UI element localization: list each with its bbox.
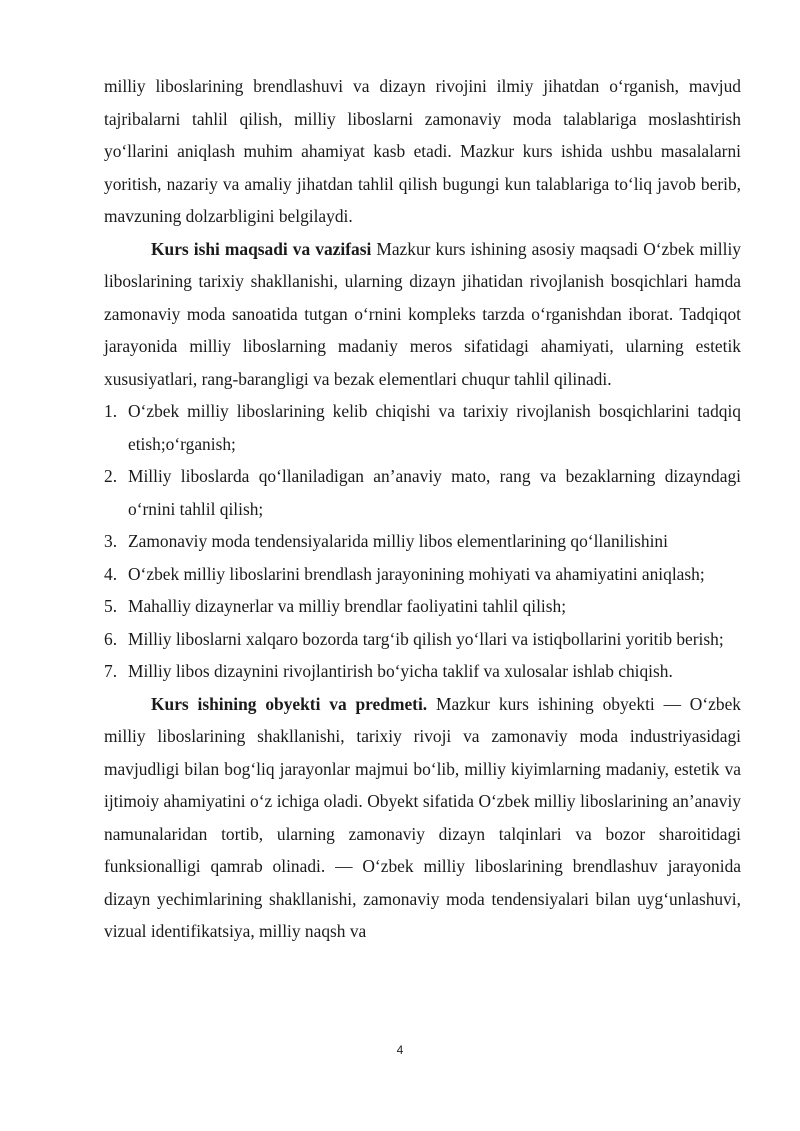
page-body [104, 70, 741, 948]
list-item-text: Mahalliy dizaynerlar va milliy brendlar faoliyatini tahlil qilish; [128, 596, 567, 616]
list-item [104, 395, 741, 460]
list-item-text: Zamonaviy moda tendensiyalarida milliy libos elementlarining qo‘llanilishini [128, 531, 668, 551]
list-item-text: Milliy liboslarni xalqaro bozorda targ‘ib qilish yo‘llari va istiqbollarini yoritib berish; [128, 628, 724, 649]
goals-heading: Kurs ishi maqsadi va vazifasi [151, 238, 372, 259]
list-item-text: O‘zbek milliy liboslarining kelib chiqishi va tarixiy rivojlanish bosqichlarini tadqiq etish;o‘rganish; [128, 401, 741, 454]
list-item [104, 525, 741, 558]
intro-paragraph: milliy liboslarining brendlashuvi va dizayn rivojini ilmiy jihatdan o‘rganish, mavjud tajribalarni tahlil qilish, milliy liboslarni zamonaviy moda talablariga moslashtirish yo‘llarini aniqlash muhim ahamiyat kasb etadi. Mazkur kurs ishida ushbu masalalarni yoritish, nazariy va amaliy jihatdan tahlil qilish bugungi kun talablariga to‘liq javob berib, mavzuning dolzarbligini belgilaydi. [104, 76, 741, 226]
list-item-number: 7. [104, 661, 118, 681]
list-item-text: Milliy liboslarda qo‘llaniladigan an’anaviy mato, rang va bezaklarning dizayndagi o‘rnini tahlil qilish; [128, 466, 741, 519]
list-item [104, 460, 741, 525]
list-item-number: 4. [104, 563, 118, 584]
list-item-number: 6. [104, 628, 118, 649]
list-item [104, 590, 741, 623]
list-item [104, 558, 741, 591]
list-item [104, 655, 741, 688]
object-paragraph [104, 688, 741, 948]
list-item-number: 5. [104, 596, 118, 616]
page-number: 4 [396, 1043, 404, 1057]
list-item [104, 623, 741, 656]
list-item-number: 1. [104, 401, 118, 421]
object-text: Mazkur kurs ishining obyekti — O‘zbek milliy liboslarining shakllanishi, tarixiy rivoji va zamonaviy moda industriyasidagi mavjudligi bilan bog‘liq jarayonlar majmui bo‘lib, milliy kiyimlarning madaniy, estetik va ijtimoiy ahamiyatini o‘z ichiga oladi. Obyekt sifatida O‘zbek milliy liboslarining an’anaviy namunalaridan tortib, ularning zamonaviy dizayn talqinlari va bozor sharoitidagi funksionalligi qamrab olinadi. — O‘zbek milliy liboslarining brendlashuv jarayonida dizayn yechimlarining shakllanishi, zamonaviy moda tendensiyalari bilan uyg‘unlashuvi, vizual identifikatsiya, milliy naqsh va [104, 693, 741, 941]
object-heading: Kurs ishining obyekti va predmeti. [151, 693, 428, 714]
list-item-text: O‘zbek milliy liboslarini brendlash jarayonining mohiyati va ahamiyatini aniqlash; [128, 563, 705, 584]
goals-paragraph [104, 233, 741, 396]
goals-text: Mazkur kurs ishining asosiy maqsadi O‘zbek milliy liboslarining tarixiy shakllanishi, ularning dizayn jihatidan rivojlanish bosqichlari hamda zamonaviy moda sanoatida tutgan o‘rnini kompleks tarzda o‘rganishdan iborat. Tadqiqot jarayonida milliy liboslarning madaniy meros sifatidagi ahamiyati, ularning estetik xususiyatlari, rang-barangligi va bezak elementlari chuqur tahlil qilinadi. [104, 238, 741, 389]
tasks-list [104, 395, 741, 688]
list-item-number: 3. [104, 531, 118, 551]
list-item-number: 2. [104, 466, 118, 486]
list-item-text: Milliy libos dizaynini rivojlantirish bo‘yicha taklif va xulosalar ishlab chiqish. [128, 661, 673, 681]
